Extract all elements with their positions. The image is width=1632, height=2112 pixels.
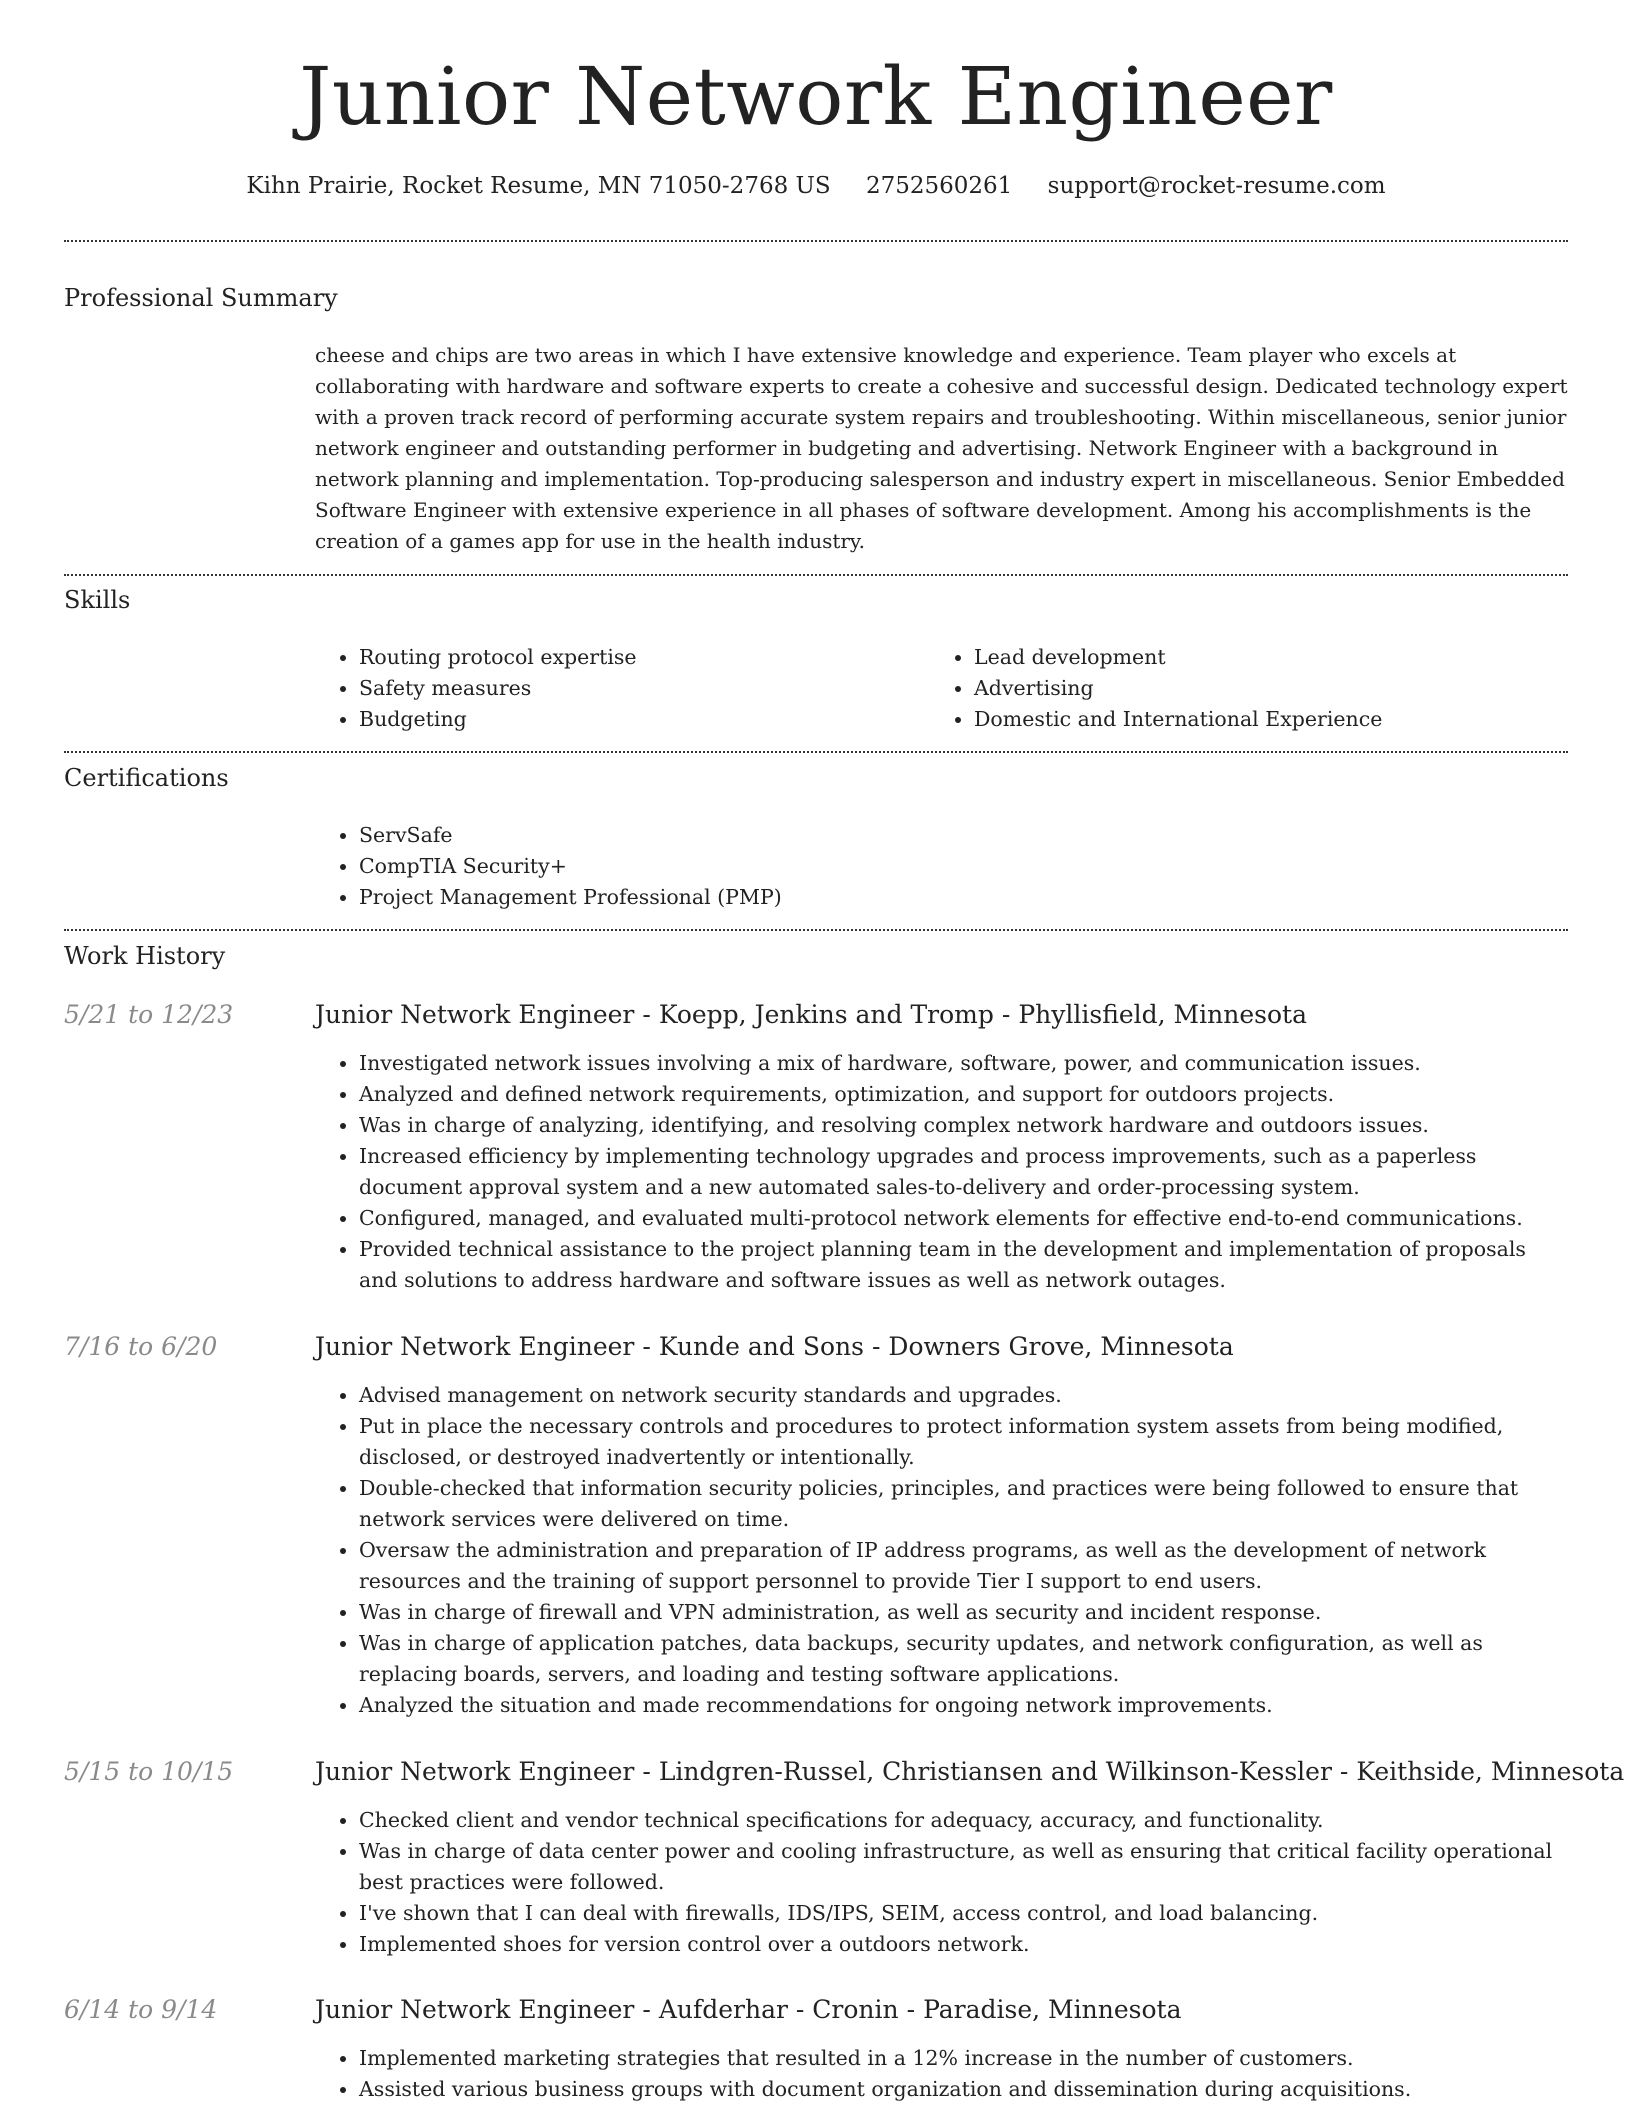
job-title: Junior Network Engineer [315,1332,635,1361]
job-bullet: • Double-checked that information security policies, principles, and practices were being followed to ensure that network services were delivered on time. [359,1473,1568,1535]
section-title-work-history: Work History [64,942,226,970]
job-heading: Junior Network Engineer - Lindgren-Russel, Christiansen and Wilkinson-Kessler - Keithside, Minnesota [315,1757,1625,1786]
job-heading: Junior Network Engineer - Kunde and Sons - Downers Grove, Minnesota [315,1332,1234,1361]
job-company: Aufderhar - Cronin [658,1995,899,2024]
job-bullets [315,2043,1568,2105]
job-company: Kunde and Sons [658,1332,864,1361]
job-bullet: • Analyzed the situation and made recommendations for ongoing network improvements. [359,1690,1568,1721]
skill-item: • Budgeting [359,704,930,735]
contact-line [0,173,1632,199]
job-bullet: • Checked client and vendor technical specifications for adequacy, accuracy, and functionality. [359,1805,1568,1836]
job-dates: 6/14 to 9/14 [64,1995,218,2024]
skill-item: • Safety measures [359,673,930,704]
job-bullet: • Assisted various business groups with document organization and dissemination during acquisitions. [359,2074,1568,2105]
job-bullet: • Analyzed and defined network requirements, optimization, and support for outdoors projects. [359,1079,1568,1110]
job-bullet: • Put in place the necessary controls and procedures to protect information system assets from being modified, disclosed, or destroyed inadvertently or intentionally. [359,1411,1568,1473]
certification-item: • CompTIA Security+ [359,851,1568,882]
job-bullet: • Was in charge of application patches, data backups, security updates, and network configuration, as well as replacing boards, servers, and loading and testing software applications. [359,1628,1568,1690]
job-bullet: • Was in charge of analyzing, identifying, and resolving complex network hardware and outdoors issues. [359,1110,1568,1141]
section-title-certifications: Certifications [64,764,229,792]
contact-address: Kihn Prairie, Rocket Resume, MN 71050-2768 US [246,173,831,199]
job-heading: Junior Network Engineer - Koepp, Jenkins and Tromp - Phyllisfield, Minnesota [315,1000,1307,1029]
divider [64,929,1568,931]
resume-name-heading: Junior Network Engineer [299,50,1333,143]
job-bullet: • Implemented shoes for version control over a outdoors network. [359,1929,1568,1960]
job-bullet: • Oversaw the administration and preparation of IP address programs, as well as the development of network resources and the training of support personnel to provide Tier I support to end users. [359,1535,1568,1597]
skill-item: • Lead development [974,642,1545,673]
divider [64,240,1568,242]
section-title-skills: Skills [64,586,131,614]
skills-list [315,642,1568,735]
job-bullet: • Configured, managed, and evaluated multi-protocol network elements for effective end-to-end communications. [359,1203,1568,1234]
contact-phone: 2752560261 [865,173,1013,199]
job-title: Junior Network Engineer [315,1757,635,1786]
job-title: Junior Network Engineer [315,1000,635,1029]
job-location: Paradise, Minnesota [923,1995,1182,2024]
divider [64,751,1568,753]
summary-text: cheese and chips are two areas in which I have extensive knowledge and experience. Team player who excels at collaborating with hardware and software experts to create a cohesive and successful design. Dedicated technology expert with a proven track record of performing accurate system repairs and troubleshooting. Within miscellaneous, senior junior network engineer and outstanding performer in budgeting and advertising. Network Engineer with a background in network planning and implementation. Top-producing salesperson and industry expert in miscellaneous. Senior Embedded Software Engineer with extensive experience in all phases of software development. Among his accomplishments is the creation of a games app for use in the health industry. [315,343,1568,553]
job-bullets [315,1048,1568,1296]
certification-item: • Project Management Professional (PMP) [359,882,1568,913]
job-location: Phyllisfield, Minnesota [1018,1000,1307,1029]
job-heading: Junior Network Engineer - Aufderhar - Cronin - Paradise, Minnesota [315,1995,1182,2024]
job-bullets [315,1380,1568,1721]
skill-item: • Domestic and International Experience [974,704,1545,735]
section-title-summary: Professional Summary [64,284,338,312]
divider [64,574,1568,576]
job-dates: 5/15 to 10/15 [64,1757,234,1786]
job-company: Lindgren-Russel, Christiansen and Wilkinson-Kessler [658,1757,1332,1786]
skills-column-right [930,642,1545,735]
job-bullet: • Was in charge of data center power and cooling infrastructure, as well as ensuring that critical facility operational best practices were followed. [359,1836,1568,1898]
certification-item: • ServSafe [359,820,1568,851]
contact-email: support@rocket-resume.com [1047,173,1386,199]
job-bullet: • Implemented marketing strategies that resulted in a 12% increase in the number of customers. [359,2043,1568,2074]
job-dates: 5/21 to 12/23 [64,1000,234,1029]
skills-column-left [315,642,930,735]
job-location: Downers Grove, Minnesota [888,1332,1234,1361]
job-bullet: • Investigated network issues involving a mix of hardware, software, power, and communication issues. [359,1048,1568,1079]
job-dates: 7/16 to 6/20 [64,1332,218,1361]
skill-item: • Advertising [974,673,1545,704]
job-company: Koepp, Jenkins and Tromp [658,1000,994,1029]
job-bullet: • Advised management on network security standards and upgrades. [359,1380,1568,1411]
job-bullet: • I've shown that I can deal with firewalls, IDS/IPS, SEIM, access control, and load balancing. [359,1898,1568,1929]
certifications-list [315,820,1568,913]
job-bullets [315,1805,1568,1960]
job-bullet: • Increased efficiency by implementing technology upgrades and process improvements, such as a paperless document approval system and a new automated sales-to-delivery and order-processing system. [359,1141,1568,1203]
job-location: Keithside, Minnesota [1356,1757,1625,1786]
skill-item: • Routing protocol expertise [359,642,930,673]
job-bullet: • Was in charge of firewall and VPN administration, as well as security and incident response. [359,1597,1568,1628]
job-title: Junior Network Engineer [315,1995,635,2024]
job-bullet: • Provided technical assistance to the project planning team in the development and implementation of proposals and solutions to address hardware and software issues as well as network outages. [359,1234,1568,1296]
